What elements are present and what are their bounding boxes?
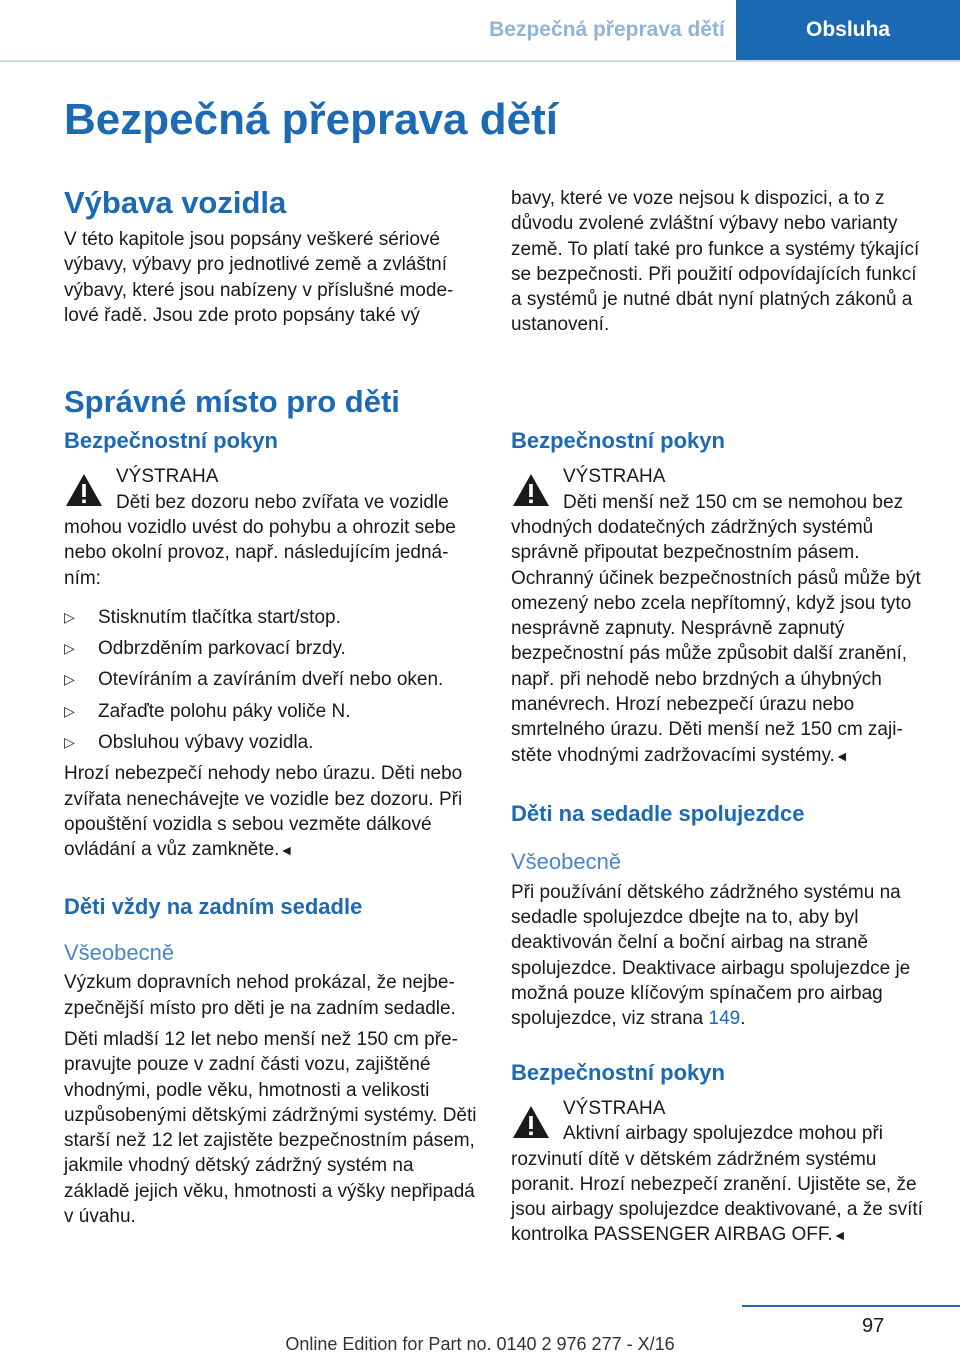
left-column [64,428,478,1229]
triangle-bullet-icon: ▷ [64,734,75,751]
triangle-bullet-icon: ▷ [64,640,75,657]
right-warning-text-2: Aktivní airbagy spolujezdce mohou při rozvinutí dítě v dětském zádržném systému poranit. Hrozí nebezpečí zranění. Ujistěte se, že jsou airbagy spolujezdce deaktivované, a že svítí kontrolka PASSENGER AIRBAG OFF.◄ [511,1123,923,1246]
left-warning-label: VÝSTRAHA [116,466,219,488]
end-mark-icon: ◄ [279,842,294,859]
header-chapter-tab[interactable]: Obsluha [736,0,960,60]
vybava-text-right: bavy, které ve voze nejsou k dispozici, a to z důvodu zvolené zvláštní výbavy nebo varianty země. To platí také pro funkce a systémy týkající se bezpečnosti. Při použití odpovídajících funkcí a systémů je nutné dbát nyní platných zákonů a ustanovení. [511,188,920,336]
spravne-section [64,383,478,420]
footer-edition-text: Online Edition for Part no. 0140 2 976 277 - X/16 [285,1334,675,1354]
triangle-bullet-icon: ▷ [64,608,75,625]
vybava-right [511,186,925,338]
vybava-text-left: V této kapitole jsou popsány veškeré sériové výbavy, výbavy pro jednotlivé země a zvláštní výbavy, které jsou nabízeny v příslušné modelové řadě. Jsou zde proto popsány také vý [64,229,454,327]
header-divider [0,60,960,62]
list-item: ▷ Zařaďte polohu páky voliče N. [64,699,478,724]
list-item: ▷ Stisknutím tlačítka start/stop. [64,605,478,630]
vybava-heading: Výbava vozidla [64,185,287,220]
spolujezdec-heading: Děti na sedadle spolujezdce [511,800,805,826]
left-warning-conclusion: Hrozí nebezpečí nehody nebo úrazu. Děti nebo zvířata nenechávejte ve vozidle bez dozoru. Při opouštění vozidla s sebou vezměte dálkové ovládání a vůz zamkněte.◄ [64,763,463,861]
right-warning-2 [511,1096,925,1249]
left-warning [64,464,478,590]
triangle-bullet-icon: ▷ [64,671,75,688]
spolujezdec-text: Při používání dětského zádržného systému na sedadle spolujezdce dbejte na to, aby byl deaktivován čelní a boční airbag na straně spolujezdce. Deaktivace airbagu spolujezdce je možná pouze klíčovým spínačem pro airbag spolujezdce, viz strana 149. [511,881,911,1030]
vybava-left [64,184,478,328]
page-title: Bezpečná přeprava dětí [64,95,558,144]
left-vseobecne-heading: Všeobecně [64,939,175,965]
triangle-bullet-icon: ▷ [64,702,75,719]
end-mark-icon: ◄ [834,747,849,764]
page-reference-link[interactable]: 149 [708,1008,741,1030]
zadni-heading: Děti vždy na zadním sedadle [64,893,363,919]
left-warning-text: Děti bez dozoru nebo zvířata ve vozidle mohou vozidlo uvést do pohybu a ohrozit sebe nebo okolní provoz, např. následujícím jednáním: [64,491,456,589]
left-safety-heading: Bezpečnostní pokyn [64,428,278,453]
warning-triangle-icon [64,472,104,508]
right-warning-label: VÝSTRAHA [563,466,666,488]
right-warning-text: Děti menší než 150 cm se nemohou bez vhodných dodatečných zádržných systémů správně připoutat bezpečnostním pásem. Ochranný účinek bezpečnostních pásů může být omezený nebo zcela nepřítomný, když jsou tyto nesprávně zapnuty. Nesprávně zapnutý bezpečnostní pás může způsobit další zranění, např. při nehodě nebo brzdných a úhybných manévrech. Hrozí nebezpečí úrazu nebo smrtelného úrazu. Děti menší než 150 cm zajistěte vhodnými zadržovacími systémy.◄ [511,491,921,766]
header-section-title: Bezpečná přeprava dětí [489,18,725,41]
list-item: ▷ Otevíráním a zavíráním dveří nebo oken. [64,667,478,692]
footer-divider [742,1305,960,1307]
end-mark-icon: ◄ [832,1227,847,1244]
right-vseobecne-heading: Všeobecně [511,849,622,875]
zadni-paragraph-1: Výzkum dopravních nehod prokázal, že nejbezpečnější místo pro děti je na zadním sedadle. [64,972,456,1019]
list-item: ▷ Obsluhou výbavy vozidla. [64,730,478,755]
page-header [0,0,960,62]
right-safety-heading-2: Bezpečnostní pokyn [511,1059,725,1085]
warning-triangle-icon [511,1104,551,1140]
right-warning-label-2: VÝSTRAHA [563,1097,666,1119]
right-column [511,428,925,1249]
list-item: ▷ Odbrzděním parkovací brzdy. [64,636,478,661]
left-action-list [64,605,478,755]
right-safety-heading: Bezpečnostní pokyn [511,428,725,453]
zadni-paragraph-2: Děti mladší 12 let nebo menší než 150 cm přepravujte pouze v zadní části vozu, zajištěné vhodnými, podle věku, hmotnosti a velikosti uzpůsobenými dětskými zádržnými systémy. Děti starší než 12 let zajistěte bezpečnostním pásem, jakmile vhodný dětský zádržný systém na základě jejich věku, hmotnosti a výšky nepřipadá v úvahu. [64,1028,477,1227]
spravne-heading: Správné místo pro děti [64,384,400,419]
warning-triangle-icon [511,472,551,508]
page-number: 97 [862,1315,885,1337]
right-warning [511,464,925,769]
